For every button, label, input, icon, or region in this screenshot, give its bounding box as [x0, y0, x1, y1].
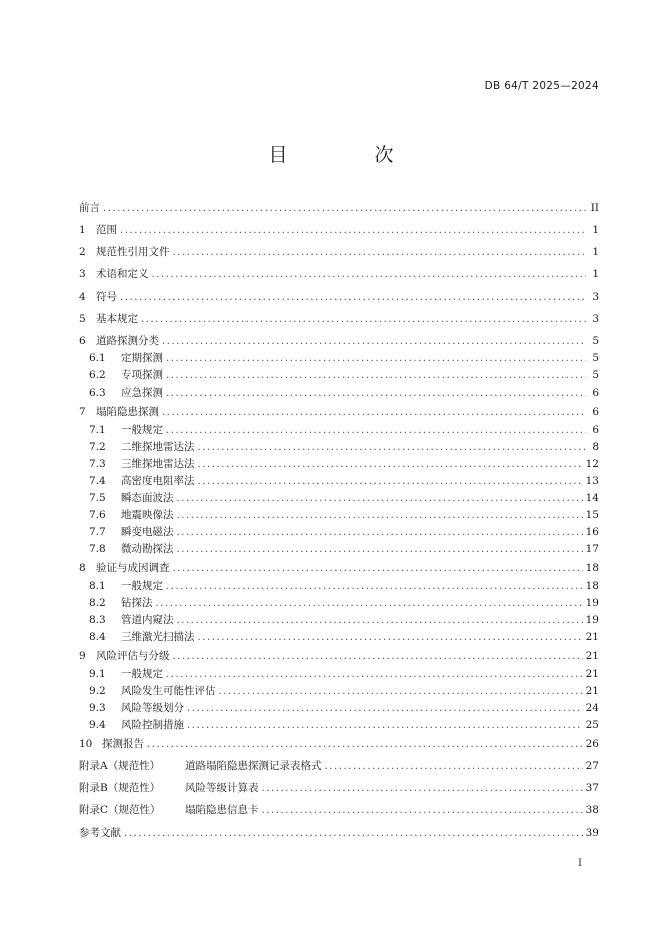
toc-entry-title: 应急探测	[121, 387, 163, 399]
toc-entry-title: 风险发生可能性评估	[121, 685, 216, 697]
toc-entry-number: 1	[79, 224, 86, 236]
toc-entry-number: 8.3	[89, 614, 106, 626]
toc-entry-page: 21	[585, 650, 599, 662]
toc-entry-title: 验证与成因调查	[96, 562, 170, 574]
toc-entry[interactable]	[79, 666, 599, 681]
toc-dot-leader	[120, 225, 586, 236]
toc-dot-leader	[198, 632, 583, 643]
toc-entry-title: 钻探法	[121, 597, 153, 609]
toc-entry-number: 7.2	[89, 441, 106, 453]
toc-entry[interactable]	[79, 200, 599, 215]
toc-dot-leader	[187, 720, 583, 731]
toc-dot-leader	[166, 353, 586, 364]
toc-entry[interactable]	[79, 825, 599, 840]
toc-entry-number: 6.1	[89, 352, 106, 364]
toc-dot-leader	[162, 407, 586, 418]
toc-entry[interactable]	[79, 717, 599, 732]
toc-entry-title: 定期探测	[121, 352, 163, 364]
toc-entry-page: 15	[585, 509, 599, 521]
toc-entry-page: 6	[592, 406, 599, 418]
toc-dot-leader	[177, 544, 583, 555]
toc-entry-title: 基本规定	[96, 313, 138, 325]
toc-entry-number: 7.8	[89, 543, 106, 555]
toc-entry-page: 5	[592, 335, 599, 347]
toc-dot-leader	[152, 269, 587, 280]
toc-entry-title: 前言	[79, 202, 100, 214]
toc-entry[interactable]	[79, 439, 599, 454]
toc-entry[interactable]	[79, 802, 599, 817]
toc-entry[interactable]	[79, 507, 599, 522]
toc-entry-title: 术语和定义	[96, 268, 149, 280]
toc-entry-title: 塌陷隐患信息卡	[185, 804, 259, 816]
toc-entry-number: 7	[79, 406, 86, 418]
toc-dot-leader	[177, 527, 583, 538]
toc-entry-title: 瞬变电磁法	[121, 526, 174, 538]
toc-entry-number: 7.4	[89, 475, 106, 487]
toc-entry-number: 6	[79, 335, 86, 347]
toc-dot-leader	[120, 292, 586, 303]
toc-entry-title: 二维探地雷达法	[121, 441, 195, 453]
toc-entry[interactable]	[79, 541, 599, 556]
toc-dot-leader	[173, 247, 587, 258]
toc-entry-title: 微动勘探法	[121, 543, 174, 555]
toc-entry-title: 一般规定	[121, 668, 163, 680]
toc-entry-title: 一般规定	[121, 424, 163, 436]
toc-entry[interactable]	[79, 560, 599, 575]
toc-entry[interactable]	[79, 289, 599, 304]
toc-entry[interactable]	[79, 473, 599, 488]
toc-entry[interactable]	[79, 422, 599, 437]
toc-entry-number: 附录A（规范性）	[79, 760, 161, 772]
toc-entry-number: 9.3	[89, 702, 106, 714]
toc-entry[interactable]	[79, 700, 599, 715]
toc-entry-title: 规范性引用文件	[96, 246, 170, 258]
toc-entry-page: 6	[592, 424, 599, 436]
toc-entry-page: 1	[592, 268, 599, 280]
toc-entry[interactable]	[79, 311, 599, 326]
toc-entry-title: 三维激光扫描法	[121, 631, 195, 643]
toc-entry-number: 附录B（规范性）	[79, 782, 161, 794]
toc-entry-title: 塌陷隐患探测	[96, 406, 159, 418]
toc-entry-title: 专项探测	[121, 369, 163, 381]
toc-entry[interactable]	[79, 578, 599, 593]
toc-entry-number: 6.2	[89, 369, 106, 381]
toc-entry-page: 12	[585, 458, 599, 470]
toc-entry-page: 3	[592, 313, 599, 325]
toc-entry-page: 21	[585, 685, 599, 697]
toc-entry-title: 风险等级计算表	[185, 782, 259, 794]
toc-entry-page: 18	[585, 580, 599, 592]
toc-dot-leader	[219, 686, 583, 697]
toc-entry-page: 5	[592, 369, 599, 381]
toc-entry-title: 符号	[96, 291, 117, 303]
toc-entry-page: 13	[585, 475, 599, 487]
toc-entry-number: 8.4	[89, 631, 106, 643]
toc-entry-page: 1	[592, 224, 599, 236]
toc-entry-title: 道路探测分类	[96, 335, 159, 347]
toc-entry[interactable]	[79, 524, 599, 539]
page-title: 目 次	[268, 144, 428, 166]
toc-entry-title: 风险评估与分级	[96, 650, 170, 662]
toc-entry[interactable]	[79, 490, 599, 505]
toc-dot-leader	[198, 442, 587, 453]
toc-entry-title: 参考文献	[79, 827, 121, 839]
toc-entry-title: 一般规定	[121, 580, 163, 592]
toc-entry-title: 道路塌陷隐患探测记录表格式	[185, 760, 322, 772]
toc-entry[interactable]	[79, 222, 599, 237]
toc-entry-number: 7.1	[89, 424, 106, 436]
toc-entry-number: 9.1	[89, 668, 106, 680]
toc-entry-number: 5	[79, 313, 86, 325]
toc-dot-leader	[103, 203, 586, 214]
toc-entry[interactable]	[79, 350, 599, 365]
toc-entry[interactable]	[79, 758, 599, 773]
toc-entry-number: 6.3	[89, 387, 106, 399]
toc-dot-leader	[177, 615, 583, 626]
toc-entry[interactable]	[79, 612, 599, 627]
toc-dot-leader	[173, 651, 583, 662]
toc-entry-page: 17	[585, 543, 599, 555]
toc-entry-page: 14	[585, 492, 599, 504]
toc-entry-page: 5	[592, 352, 599, 364]
toc-entry[interactable]	[79, 456, 599, 471]
toc-entry-title: 风险控制措施	[121, 719, 184, 731]
toc-dot-leader	[262, 805, 583, 816]
standard-code: DB 64/T 2025—2024	[484, 80, 599, 92]
toc-entry-number: 8	[79, 562, 86, 574]
toc-entry[interactable]	[79, 404, 599, 419]
toc-entry[interactable]	[79, 629, 599, 644]
toc-entry-page: 24	[585, 702, 599, 714]
toc-dot-leader	[166, 425, 586, 436]
toc-entry[interactable]	[79, 595, 599, 610]
toc-entry[interactable]	[79, 648, 599, 663]
toc-entry-page: 25	[585, 719, 599, 731]
toc-dot-leader	[198, 459, 583, 470]
toc-dot-leader	[156, 598, 583, 609]
toc-dot-leader	[147, 739, 583, 750]
toc-dot-leader	[262, 783, 583, 794]
toc-dot-leader	[198, 476, 583, 487]
toc-entry[interactable]	[79, 244, 599, 259]
toc-entry-number: 8.2	[89, 597, 106, 609]
toc-entry-page: II	[590, 202, 599, 214]
toc-entry-number: 9.4	[89, 719, 106, 731]
toc-entry-number: 2	[79, 246, 86, 258]
page-number: I	[578, 858, 582, 869]
toc-entry-page: 18	[585, 562, 599, 574]
toc-dot-leader	[124, 828, 583, 839]
toc-entry-page: 21	[585, 668, 599, 680]
toc-dot-leader	[166, 669, 583, 680]
toc-entry-page: 3	[592, 291, 599, 303]
toc-entry-page: 26	[585, 738, 599, 750]
toc-entry[interactable]	[79, 683, 599, 698]
toc-dot-leader	[166, 370, 586, 381]
toc-entry-number: 7.3	[89, 458, 106, 470]
toc-entry-title: 管道内窥法	[121, 614, 174, 626]
toc-entry-number: 9.2	[89, 685, 106, 697]
toc-entry-page: 38	[585, 804, 599, 816]
toc-dot-leader	[325, 761, 583, 772]
toc-entry-title: 风险等级划分	[121, 702, 184, 714]
toc-entry-title: 三维探地雷达法	[121, 458, 195, 470]
toc-entry-number: 7.7	[89, 526, 106, 538]
toc-entry-page: 6	[592, 387, 599, 399]
toc-dot-leader	[162, 336, 586, 347]
toc-entry-number: 8.1	[89, 580, 106, 592]
toc-entry[interactable]	[79, 385, 599, 400]
toc-dot-leader	[177, 510, 583, 521]
toc-entry-number: 9	[79, 650, 86, 662]
toc-dot-leader	[166, 581, 583, 592]
toc-entry-page: 27	[585, 760, 599, 772]
toc-entry-title: 高密度电阻率法	[121, 475, 195, 487]
toc-entry-number: 7.5	[89, 492, 106, 504]
toc-entry-number: 10	[79, 738, 93, 750]
toc-entry-page: 16	[585, 526, 599, 538]
toc-entry-page: 19	[585, 597, 599, 609]
toc-entry-title: 地震映像法	[121, 509, 174, 521]
toc-entry[interactable]	[79, 780, 599, 795]
toc-entry-number: 7.6	[89, 509, 106, 521]
toc-dot-leader	[166, 388, 586, 399]
toc-dot-leader	[187, 703, 583, 714]
toc-dot-leader	[173, 563, 583, 574]
toc-entry[interactable]	[79, 736, 599, 751]
toc-entry-number: 4	[79, 291, 86, 303]
toc-entry-page: 19	[585, 614, 599, 626]
toc-dot-leader	[141, 314, 586, 325]
toc-entry-page: 21	[585, 631, 599, 643]
toc-entry-page: 37	[585, 782, 599, 794]
toc-entry[interactable]	[79, 367, 599, 382]
toc-entry-page: 8	[592, 441, 599, 453]
toc-entry-number: 附录C（规范性）	[79, 804, 161, 816]
toc-entry[interactable]	[79, 266, 599, 281]
toc-entry-title: 探测报告	[102, 738, 144, 750]
toc-entry-title: 范围	[96, 224, 117, 236]
toc-entry-page: 1	[592, 246, 599, 258]
toc-entry-page: 39	[585, 827, 599, 839]
toc-entry-number: 3	[79, 268, 86, 280]
toc-dot-leader	[177, 493, 583, 504]
toc-entry[interactable]	[79, 333, 599, 348]
toc-entry-title: 瞬态面波法	[121, 492, 174, 504]
